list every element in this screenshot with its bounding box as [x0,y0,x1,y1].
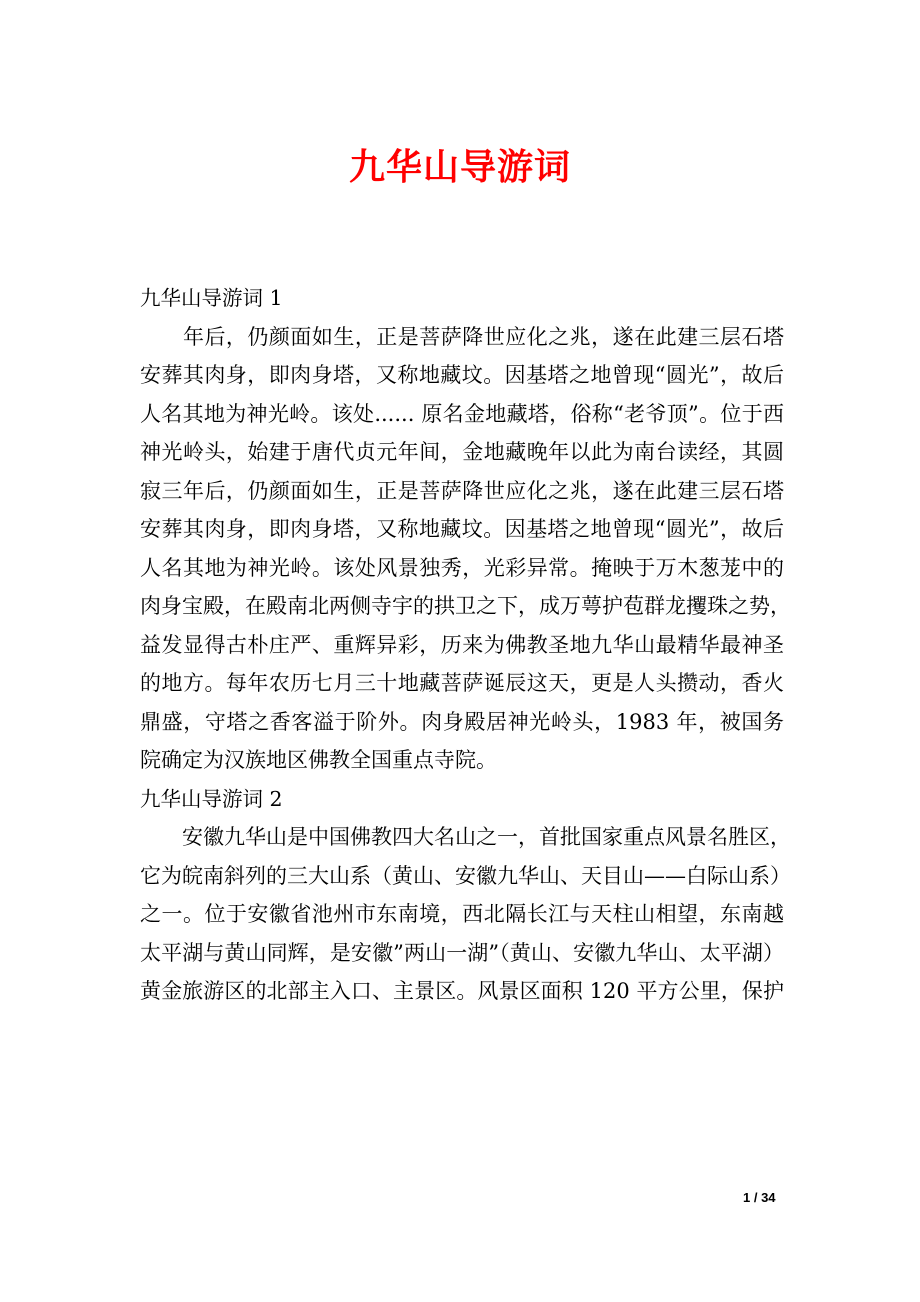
paragraph-line: 益发显得古朴庄严、重辉异彩，历来为佛教圣地九华山最精华最神圣 [140,632,784,657]
paragraph-line: 安徽九华山是中国佛教四大名山之一，首批国家重点风景名胜区， [140,825,791,849]
document-body [140,279,791,1011]
paragraph-line: 肉身宝殿，在殿南北两侧寺宇的拱卫之下，成万萼护苞群龙攫珠之势， [140,594,791,618]
paragraph-line: 太平湖与黄山同辉，是安徽”两山一湖”（黄山、安徽九华山、太平湖） [140,940,784,965]
paragraph-line: 鼎盛，守塔之香客溢于阶外。肉身殿居神光岭头，1983 年，被国务 [140,709,784,734]
paragraph-line: 安葬其肉身，即肉身塔，又称地藏坟。因基塔之地曾现“圆光”，故后 [140,517,784,541]
section-heading: 九华山导游词 2 [140,786,283,811]
paragraph-line: 年后，仍颜面如生，正是菩萨降世应化之兆，遂在此建三层石塔 [140,324,784,349]
section-heading: 九华山导游词 1 [140,286,283,310]
paragraph-line: 的地方。每年农历七月三十地藏菩萨诞辰这天，更是人头攒动，香火 [140,671,784,695]
document-title: 九华山导游词 [348,146,571,188]
paragraph-line: 人名其地为神光岭。该处...... 原名金地藏塔，俗称“老爷顶”。位于西 [140,401,784,426]
paragraph-line: 院确定为汉族地区佛教全国重点寺院。 [140,748,497,772]
paragraph-line: 安葬其肉身，即肉身塔，又称地藏坟。因基塔之地曾现“圆光”，故后 [140,363,784,387]
paragraph-line: 它为皖南斜列的三大山系（黄山、安徽九华山、天目山——白际山系） [140,863,791,888]
paragraph-line: 黄金旅游区的北部主入口、主景区。风景区面积 120 平方公里，保护 [140,979,784,1003]
paragraph-line: 人名其地为神光岭。该处风景独秀，光彩异常。掩映于万木葱茏中的 [140,555,784,580]
page-indicator: 1 / 34 [743,1190,776,1205]
paragraph-line: 神光岭头，始建于唐代贞元年间，金地藏晚年以此为南台读经，其圆 [140,440,784,464]
paragraph-line: 寂三年后，仍颜面如生，正是菩萨降世应化之兆，遂在此建三层石塔 [140,478,784,503]
paragraph-line: 之一。位于安徽省池州市东南境，西北隔长江与天柱山相望，东南越 [140,902,784,926]
